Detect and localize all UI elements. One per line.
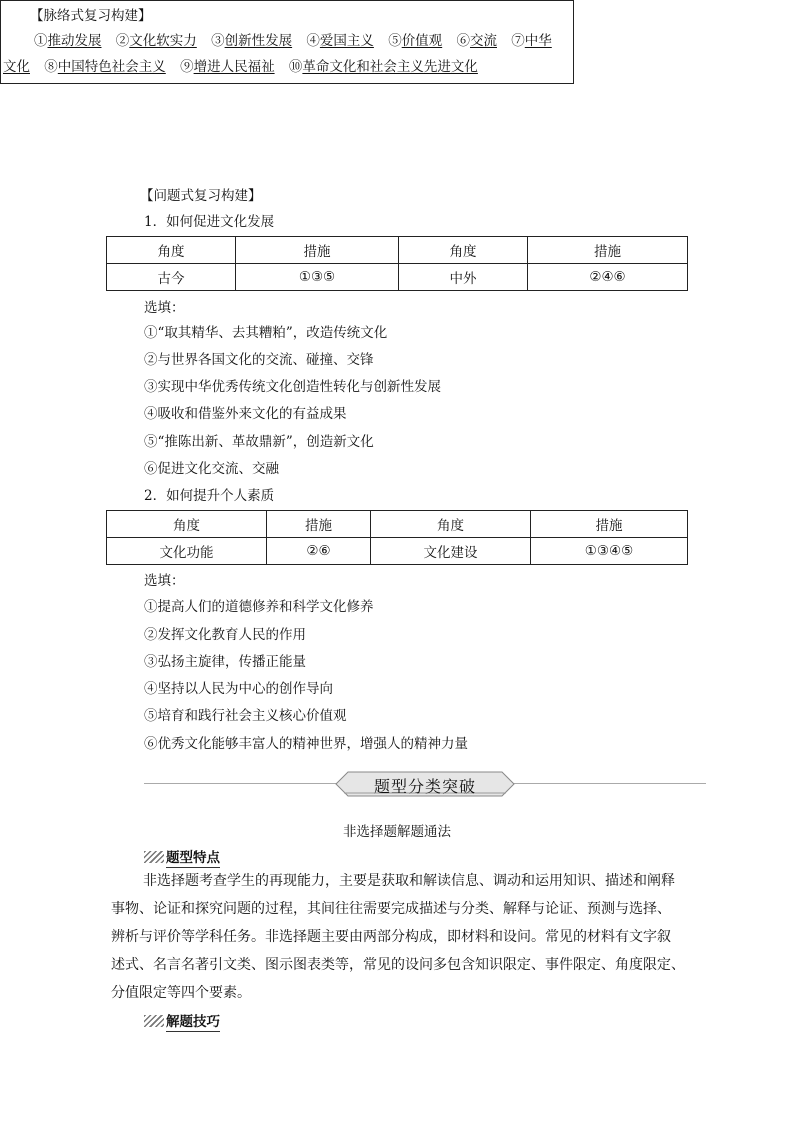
paragraph-line: 非选择题考查学生的再现能力，主要是获取和解读信息、调动和运用知识、描述和阐释 [143,873,675,889]
review-box-title: 【脉络式复习构建】 [30,8,152,24]
review-item-6: 交流 [469,33,497,49]
banner-rule-left [144,783,338,784]
review-box-line-1 [34,29,552,49]
paragraph-line: 辨析与评价等学科任务。非选择题主要由两部分构成，即材料和设问。常见的材料有文字叙 [111,929,671,945]
review-item-3: 创新性发展 [224,33,293,49]
q1-option: ④吸收和借鉴外来文化的有益成果 [144,406,347,422]
review-item-8: 中国特色社会主义 [57,59,166,75]
paragraph-line: 事物、论证和探究问题的过程，其间往往需要完成描述与分类、解释与论证、预测与选择、 [111,901,671,917]
table-cell: ①③④⑤ [531,538,688,565]
hatch-icon [144,851,164,863]
q2-option: ①提高人们的道德修养和科学文化修养 [144,599,374,615]
table-cell: 文化功能 [107,538,267,565]
review-box [0,0,574,84]
review-item-7-part1: 中华 [524,33,552,49]
features-heading: 题型特点 [144,846,220,866]
table-cell: 中外 [399,264,528,291]
item-num: ③ [211,33,225,49]
table-header: 措施 [528,237,688,264]
table-header: 角度 [107,237,236,264]
review-item-4: 爱国主义 [319,33,374,49]
table-cell: ②⑥ [267,538,371,565]
q2-title: 2．如何提升个人素质 [144,488,275,504]
features-paragraph [111,867,685,1007]
paragraph-line: 分值限定等四个要素。 [111,985,251,1001]
item-num: ⑩ [288,59,303,75]
table-cell: ①③⑤ [236,264,399,291]
q1-option: ⑤“推陈出新、革故鼎新”，创造新文化 [144,434,374,450]
q1-table [106,236,688,291]
q2-option: ③弘扬主旋律，传播正能量 [144,654,306,670]
q1-option: ②与世界各国文化的交流、碰撞、交锋 [144,352,374,368]
section-banner [334,770,516,798]
question-section-title: 【问题式复习构建】 [140,188,262,204]
table-header: 角度 [371,511,531,538]
item-num: ⑤ [388,33,402,49]
table-cell: 文化建设 [371,538,531,565]
q2-option: ②发挥文化教育人民的作用 [144,627,306,643]
review-item-1: 推动发展 [47,33,102,49]
review-item-10: 革命文化和社会主义先进文化 [302,59,478,75]
q1-option: ⑥促进文化交流、交融 [144,461,279,477]
item-num: ① [34,33,48,49]
review-item-7-part2: 文化 [3,59,30,75]
table-header: 措施 [531,511,688,538]
review-item-2: 文化软实力 [129,33,197,49]
item-num: ⑨ [180,59,194,75]
table-header: 措施 [267,511,371,538]
q1-option: ③实现中华优秀传统文化创造性转化与创新性发展 [144,379,441,395]
q2-options-label: 选填： [144,573,185,589]
item-num: ④ [306,33,320,49]
item-num: ② [115,33,130,49]
subtitle: 非选择题解题通法 [343,824,451,840]
q2-table [106,510,688,565]
q1-title: 1．如何促进文化发展 [144,214,275,230]
techniques-heading: 解题技巧 [144,1010,220,1030]
item-num: ⑧ [44,59,58,75]
hatch-icon [144,1015,164,1027]
table-header: 角度 [107,511,267,538]
item-num: ⑦ [511,33,525,49]
table-header: 角度 [399,237,528,264]
item-num: ⑥ [456,33,470,49]
table-cell: 古今 [107,264,236,291]
q2-option: ⑤培育和践行社会主义核心价值观 [144,708,347,724]
review-item-9: 增进人民福祉 [193,59,275,75]
q1-options-label: 选填： [144,300,185,316]
paragraph-line: 述式、名言名著引文类、图示图表类等，常见的设问多包含知识限定、事件限定、角度限定、 [111,957,685,973]
q2-option: ⑥优秀文化能够丰富人的精神世界，增强人的精神力量 [144,736,468,752]
q1-option: ①“取其精华、去其糟粕”，改造传统文化 [144,325,388,341]
banner-title: 题型分类突破 [373,777,476,796]
q2-option: ④坚持以人民为中心的创作导向 [144,681,333,697]
review-item-5: 价值观 [401,33,443,49]
banner-rule-right [512,783,706,784]
table-cell: ②④⑥ [528,264,688,291]
table-header: 措施 [236,237,399,264]
review-box-line-2 [3,55,478,75]
